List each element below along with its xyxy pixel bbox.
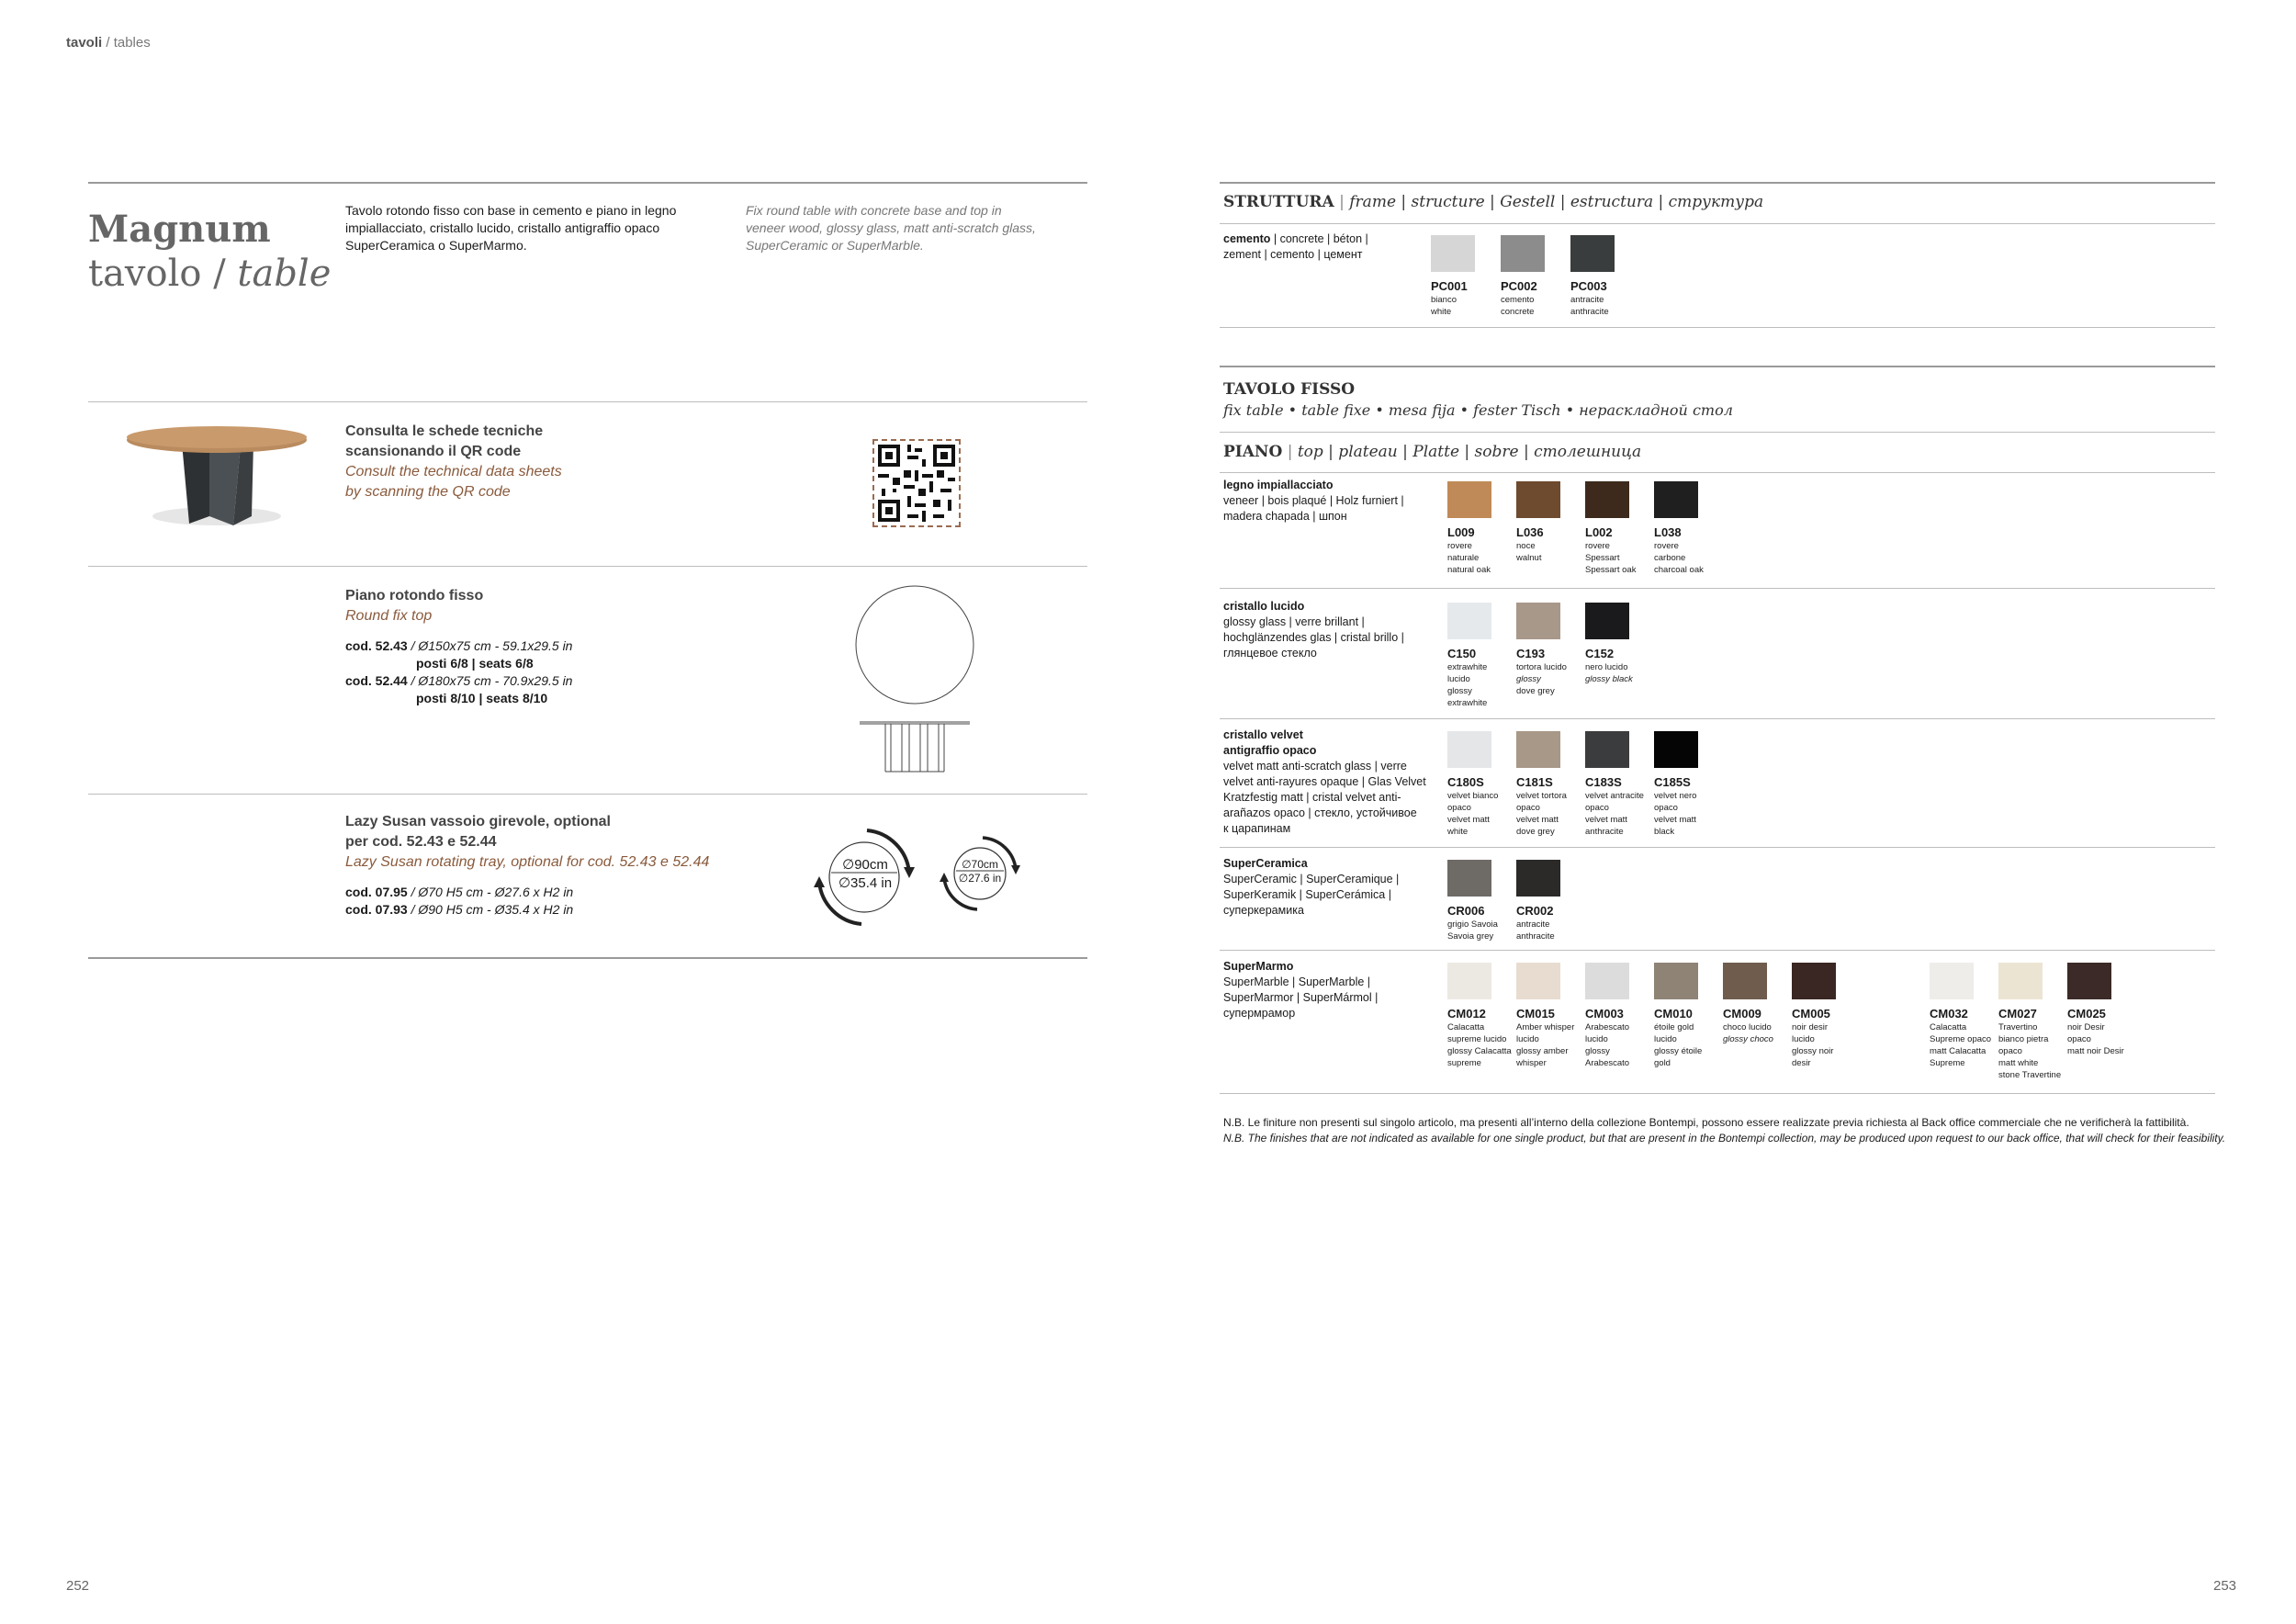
notes xyxy=(1223,1115,2225,1146)
finish-name-line: velvet bianco xyxy=(1447,791,1499,801)
qr-text-en-2: by scanning the QR code xyxy=(345,484,511,500)
finish-category-label: antigraffio opaco xyxy=(1223,744,1317,757)
struttura-translations: frame | structure | Gestell | estructura | структура xyxy=(1349,193,1764,211)
finish-name-line: charcoal oak xyxy=(1654,565,1704,575)
finish-name-line: Savoia grey xyxy=(1447,931,1494,942)
divider xyxy=(1220,327,2215,328)
finish-name-line: lucido xyxy=(1447,674,1470,684)
finish-swatch[interactable] xyxy=(1792,963,1836,999)
finish-name-line: lucido xyxy=(1585,1034,1608,1044)
finish-swatch[interactable] xyxy=(1447,481,1491,518)
finish-name xyxy=(1654,540,1722,576)
finish-name-line: rovere xyxy=(1654,541,1679,551)
finish-name-line: natural oak xyxy=(1447,565,1491,575)
product-type-it: tavolo / xyxy=(88,253,238,295)
finish-name xyxy=(1447,540,1515,576)
finish-name-line: velvet nero xyxy=(1654,791,1697,801)
finish-swatch[interactable] xyxy=(1447,731,1491,768)
struttura-heading: STRUTTURA | frame | structure | Gestell | estructura | структура xyxy=(1223,193,1764,211)
finish-name-line: lucido xyxy=(1516,1034,1539,1044)
description-it: Tavolo rotondo fisso con base in cemento e piano in legno impiallacciato, cristallo lucido, cristallo antigraffio opaco SuperCeramica o SuperMarmo. xyxy=(345,203,677,253)
finish-name-line: glossy Calacatta xyxy=(1447,1046,1512,1056)
product-name: Magnum xyxy=(88,208,271,251)
finish-name xyxy=(1516,919,1584,942)
finish-code: CM010 xyxy=(1654,1007,1693,1021)
piano-title-it: Piano rotondo fisso xyxy=(345,588,484,603)
piano-translations: top | plateau | Platte | sobre | столешница xyxy=(1297,443,1642,461)
finish-code: CM027 xyxy=(1998,1007,2037,1021)
breadcrumb-section: tavoli xyxy=(66,35,103,51)
finish-name-line: white xyxy=(1431,307,1452,317)
lazy-small-in: ∅27.6 in xyxy=(958,872,1002,885)
finish-swatch[interactable] xyxy=(1585,603,1629,639)
piano-title: PIANO xyxy=(1223,443,1283,461)
finish-name-line: antracite xyxy=(1570,295,1604,305)
description-en: Fix round table with concrete base and top in veneer wood, glossy glass, matt anti-scratch glass, SuperCeramic or SuperMarble. xyxy=(746,203,1036,253)
finish-swatch[interactable] xyxy=(1501,235,1545,272)
finish-code: CR006 xyxy=(1447,904,1485,918)
piano-dims-2: / Ø180x75 cm - 70.9x29.5 in xyxy=(407,673,573,688)
tavolo-fisso-translations: fix table • table fixe • mesa fija • fester Tisch • нераскладной стол xyxy=(1223,401,1733,419)
finish-name-line: carbone xyxy=(1654,553,1686,563)
finish-swatch[interactable] xyxy=(1654,963,1698,999)
breadcrumb-sub: tables xyxy=(113,35,151,51)
finish-name xyxy=(1585,661,1653,685)
finish-name-line: Travertino xyxy=(1998,1022,2038,1032)
finish-swatch[interactable] xyxy=(1654,731,1698,768)
finish-name-line: nero lucido xyxy=(1585,662,1628,672)
finish-name xyxy=(1654,1021,1722,1069)
finish-name-line: stone Travertine xyxy=(1998,1070,2062,1080)
cemento-label: cemento xyxy=(1223,232,1271,245)
finish-name xyxy=(1447,661,1515,709)
finish-name xyxy=(1654,790,1722,838)
finish-name-line: black xyxy=(1654,827,1675,837)
finish-category-line: glossy glass | verre brillant | xyxy=(1223,615,1365,628)
finish-swatch[interactable] xyxy=(1585,963,1629,999)
divider xyxy=(1220,588,2215,589)
finish-swatch[interactable] xyxy=(1723,963,1767,999)
finish-name-line: bianco pietra xyxy=(1998,1034,2049,1044)
finish-swatch[interactable] xyxy=(1516,481,1560,518)
piano-heading: PIANO | top | plateau | Platte | sobre | столешница xyxy=(1223,443,1642,461)
divider xyxy=(1220,182,2215,184)
finish-name-line: choco lucido xyxy=(1723,1022,1772,1032)
finish-name-line: Supreme opaco xyxy=(1930,1034,1992,1044)
lazy-title-it-2: per cod. 52.43 e 52.44 xyxy=(345,834,497,850)
finish-code: CM005 xyxy=(1792,1007,1830,1021)
finish-name-line: dove grey xyxy=(1516,686,1555,696)
lazy-dims-2: / Ø90 H5 cm - Ø35.4 x H2 in xyxy=(407,902,574,917)
finish-name-line: étoile gold xyxy=(1654,1022,1694,1032)
finish-name-line: Calacatta xyxy=(1447,1022,1485,1032)
finish-category-line: глянцевое стекло xyxy=(1223,647,1317,660)
finish-name-line: noir desir xyxy=(1792,1022,1829,1032)
lazy-title-it-1: Lazy Susan vassoio girevole, optional xyxy=(345,814,611,829)
finish-name-line: velvet matt xyxy=(1516,815,1559,825)
table-product-image xyxy=(125,424,309,535)
finish-name-line: opaco xyxy=(1654,803,1678,813)
finish-name-line: velvet tortora xyxy=(1516,791,1567,801)
finish-name-line: opaco xyxy=(1585,803,1609,813)
finish-name-line: cemento xyxy=(1501,295,1535,305)
finish-name-line: glossy xyxy=(1447,686,1472,696)
finish-category xyxy=(1223,478,1435,524)
finish-code: C193 xyxy=(1516,647,1546,660)
note-en: N.B. The finishes that are not indicated as available for one single product, but that are present in the Bontempi collection, may be produced upon request to our back office, that will check for their feasibility. xyxy=(1223,1132,2226,1145)
finish-name-line: lucido xyxy=(1792,1034,1815,1044)
finish-name-line: velvet matt xyxy=(1447,815,1490,825)
finish-name-line: anthracite xyxy=(1516,931,1555,942)
finish-category-line: SuperKeramik | SuperCerámica | xyxy=(1223,888,1391,901)
piano-dims-1: / Ø150x75 cm - 59.1x29.5 in xyxy=(407,638,573,653)
divider xyxy=(1220,472,2215,473)
finish-code: L002 xyxy=(1585,525,1613,539)
finish-category xyxy=(1223,727,1435,837)
qr-block-text xyxy=(345,422,562,502)
finish-name xyxy=(1792,1021,1860,1069)
finish-category-line: madera chapada | шпон xyxy=(1223,510,1347,523)
finish-name-line: supreme xyxy=(1447,1058,1481,1068)
page-number-right: 253 xyxy=(2213,1578,2237,1594)
finish-name-line: bianco xyxy=(1431,295,1457,305)
finish-code: L038 xyxy=(1654,525,1682,539)
finish-name xyxy=(1585,1021,1653,1069)
divider xyxy=(1220,223,2215,224)
finish-swatch[interactable] xyxy=(1570,235,1615,272)
finish-name xyxy=(1447,919,1515,942)
qr-text-it-2: scansionando il QR code xyxy=(345,444,522,459)
finish-category-label: cristallo velvet xyxy=(1223,728,1303,741)
piano-code-1: cod. 52.43 xyxy=(345,638,408,653)
finish-name-line: white xyxy=(1447,827,1469,837)
finish-name-line: glossy xyxy=(1585,1046,1610,1056)
tavolo-fisso-title: TAVOLO FISSO xyxy=(1223,380,1356,399)
finish-code: L009 xyxy=(1447,525,1475,539)
qr-code-icon[interactable] xyxy=(872,439,961,527)
finish-name xyxy=(1516,661,1584,697)
finish-swatch[interactable] xyxy=(1431,235,1475,272)
breadcrumb-separator: / xyxy=(102,35,114,51)
finish-name-line: velvet antracite xyxy=(1585,791,1644,801)
finish-code: C152 xyxy=(1585,647,1615,660)
finish-code: CM012 xyxy=(1447,1007,1486,1021)
struttura-title: STRUTTURA xyxy=(1223,193,1334,211)
note-it: N.B. Le finiture non presenti sul singolo articolo, ma presenti all’interno della collezione Bontempi, possono essere realizzate previa richiesta al Back office commerciale che ne verificherà la fattibilità. xyxy=(1223,1116,2189,1129)
finish-name-line: naturale xyxy=(1447,553,1480,563)
divider xyxy=(88,182,1087,184)
finish-category-line: SuperMarble | SuperMarble | xyxy=(1223,976,1371,988)
finish-name-line: matt white xyxy=(1998,1058,2039,1068)
finish-name xyxy=(1501,294,1569,318)
finish-category-label: SuperMarmo xyxy=(1223,960,1294,973)
finish-category-line: arañazos opaco | стекло, устойчивое xyxy=(1223,806,1417,819)
finish-name-line: grigio Savoia xyxy=(1447,919,1498,930)
finish-code: PC003 xyxy=(1570,279,1607,293)
finish-code: CM032 xyxy=(1930,1007,1968,1021)
finish-name xyxy=(1585,790,1653,838)
finish-code: C180S xyxy=(1447,775,1484,789)
finish-name-line: glossy noir xyxy=(1792,1046,1834,1056)
divider xyxy=(1220,847,2215,848)
lazy-small-cm: ∅70cm xyxy=(962,858,998,871)
finish-name-line: opaco xyxy=(1998,1046,2022,1056)
finish-name xyxy=(1930,1021,1998,1069)
piano-code-2: cod. 52.44 xyxy=(345,673,408,688)
qr-text-en-1: Consult the technical data sheets xyxy=(345,464,562,479)
finish-name-line: glossy xyxy=(1516,674,1541,684)
divider xyxy=(1220,1093,2215,1094)
finish-category xyxy=(1223,856,1435,919)
divider xyxy=(88,566,1087,567)
finish-category-line: супермрамор xyxy=(1223,1007,1296,1020)
finish-name-line: opaco xyxy=(1447,803,1471,813)
divider xyxy=(1220,950,2215,951)
finish-code: CM003 xyxy=(1585,1007,1624,1021)
finish-name-line: Calacatta xyxy=(1930,1022,1967,1032)
finish-swatch[interactable] xyxy=(1585,731,1629,768)
finish-name xyxy=(1998,1021,2066,1081)
divider xyxy=(88,957,1087,959)
page-number-left: 252 xyxy=(66,1578,90,1594)
finish-swatch[interactable] xyxy=(1930,963,1974,999)
finish-name xyxy=(1723,1021,1791,1045)
finish-name-line: anthracite xyxy=(1585,827,1624,837)
finish-name xyxy=(1516,790,1584,838)
divider xyxy=(1220,366,2215,367)
finish-name-line: opaco xyxy=(1516,803,1540,813)
finish-name-line: gold xyxy=(1654,1058,1671,1068)
finish-swatch[interactable] xyxy=(1447,860,1491,897)
finish-name-line: Arabescato xyxy=(1585,1058,1630,1068)
lazy-big-cm: ∅90cm xyxy=(842,857,888,873)
finish-code: C150 xyxy=(1447,647,1477,660)
finish-swatch[interactable] xyxy=(1516,963,1560,999)
finish-name-line: matt noir Desir xyxy=(2067,1046,2124,1056)
finish-name-line: tortora lucido xyxy=(1516,662,1567,672)
finish-name-line: lucido xyxy=(1654,1034,1677,1044)
finish-name-line: Supreme xyxy=(1930,1058,1965,1068)
piano-seats-2: posti 8/10 | seats 8/10 xyxy=(416,691,548,705)
finish-swatch[interactable] xyxy=(1516,603,1560,639)
divider xyxy=(1220,718,2215,719)
finish-name-line: matt Calacatta xyxy=(1930,1046,1986,1056)
lazy-dims-1: / Ø70 H5 cm - Ø27.6 x H2 in xyxy=(407,885,574,899)
finish-name-line: noce xyxy=(1516,541,1536,551)
finish-category-line: hochglänzendes glas | cristal brillo | xyxy=(1223,631,1404,644)
finish-swatch[interactable] xyxy=(1585,481,1629,518)
breadcrumb xyxy=(66,35,151,51)
finish-category-line: SuperCeramic | SuperCeramique | xyxy=(1223,873,1400,885)
finish-category-line: velvet matt anti-scratch glass | verre xyxy=(1223,760,1407,773)
divider xyxy=(1220,432,2215,433)
finish-name-line: velvet matt xyxy=(1585,815,1627,825)
finish-category-line: суперкерамика xyxy=(1223,904,1304,917)
piano-title-en: Round fix top xyxy=(345,608,433,624)
finish-code: CR002 xyxy=(1516,904,1554,918)
finish-name xyxy=(1447,1021,1515,1069)
finish-category-line: Kratzfestig matt | cristal velvet anti- xyxy=(1223,791,1401,804)
finish-code: C183S xyxy=(1585,775,1622,789)
finish-name-line: extrawhite xyxy=(1447,662,1488,672)
finish-swatch[interactable] xyxy=(1447,963,1491,999)
finish-category-line: velvet anti-rayures opaque | Glas Velvet xyxy=(1223,775,1426,788)
finish-name-line: desir xyxy=(1792,1058,1811,1068)
finish-name-line: dove grey xyxy=(1516,827,1555,837)
tavolo-fisso-heading xyxy=(1223,378,1733,421)
finish-category-line: к царапинам xyxy=(1223,822,1291,835)
finish-name-line: rovere xyxy=(1447,541,1472,551)
lazy-code-2: cod. 07.93 xyxy=(345,902,408,917)
finish-name-line: glossy black xyxy=(1585,674,1633,684)
finish-code: C181S xyxy=(1516,775,1553,789)
finish-name-line: Arabescato xyxy=(1585,1022,1630,1032)
finish-category-line: veneer | bois plaqué | Holz furniert | xyxy=(1223,494,1404,507)
cemento-line2: zement | cemento | цемент xyxy=(1223,248,1363,261)
finish-name xyxy=(1585,540,1653,576)
lazy-susan-90-icon xyxy=(812,825,917,930)
finish-name-line: velvet matt xyxy=(1654,815,1696,825)
finish-swatch[interactable] xyxy=(1654,481,1698,518)
finish-swatch[interactable] xyxy=(1516,860,1560,897)
finish-code: PC002 xyxy=(1501,279,1537,293)
finish-name-line: noir Desir xyxy=(2067,1022,2105,1032)
finish-name-line: glossy choco xyxy=(1723,1034,1773,1044)
divider xyxy=(88,401,1087,402)
product-title xyxy=(88,208,331,296)
finish-name-line: Amber whisper xyxy=(1516,1022,1575,1032)
finish-name-line: supreme lucido xyxy=(1447,1034,1507,1044)
piano-seats-1: posti 6/8 | seats 6/8 xyxy=(416,656,534,671)
lazy-title-en: Lazy Susan rotating tray, optional for cod. 52.43 e 52.44 xyxy=(345,854,710,870)
finish-code: PC001 xyxy=(1431,279,1468,293)
finish-name xyxy=(1447,790,1515,838)
finish-category-label: cristallo lucido xyxy=(1223,600,1305,613)
qr-text-it-1: Consulta le schede tecniche xyxy=(345,423,544,439)
finish-code: CM015 xyxy=(1516,1007,1555,1021)
finish-name xyxy=(1570,294,1638,318)
finish-name-line: glossy étoile xyxy=(1654,1046,1703,1056)
finish-swatch[interactable] xyxy=(1447,603,1491,639)
finish-name-line: concrete xyxy=(1501,307,1535,317)
lazy-susan-block xyxy=(345,812,709,919)
finish-name-line: Spessart xyxy=(1585,553,1620,563)
round-top-drawing xyxy=(854,584,975,777)
finish-code: L036 xyxy=(1516,525,1544,539)
finish-name xyxy=(1516,1021,1584,1069)
finish-name xyxy=(1431,294,1499,318)
divider xyxy=(88,794,1087,795)
lazy-big-in: ∅35.4 in xyxy=(838,875,893,891)
piano-block xyxy=(345,586,572,707)
finish-category-label: SuperCeramica xyxy=(1223,857,1308,870)
finish-name-line: glossy amber xyxy=(1516,1046,1569,1056)
finish-name-line: anthracite xyxy=(1570,307,1609,317)
finish-name xyxy=(2067,1021,2135,1057)
finish-category xyxy=(1223,599,1435,661)
finish-swatch[interactable] xyxy=(1516,731,1560,768)
finish-name-line: opaco xyxy=(2067,1034,2091,1044)
cemento-category xyxy=(1223,231,1368,263)
lazy-code-1: cod. 07.95 xyxy=(345,885,408,899)
finish-category-line: SuperMarmor | SuperMármol | xyxy=(1223,991,1379,1004)
product-type-en: table xyxy=(237,253,332,295)
finish-name-line: whisper xyxy=(1516,1058,1547,1068)
finish-code: CM009 xyxy=(1723,1007,1761,1021)
finish-name-line: Spessart oak xyxy=(1585,565,1637,575)
finish-swatch[interactable] xyxy=(2067,963,2111,999)
finish-name xyxy=(1516,540,1584,564)
finish-name-line: rovere xyxy=(1585,541,1610,551)
cemento-rest: | concrete | béton | xyxy=(1270,232,1368,245)
finish-category-label: legno impiallacciato xyxy=(1223,479,1334,491)
finish-swatch[interactable] xyxy=(1998,963,2043,999)
lazy-susan-70-icon xyxy=(939,832,1021,915)
finish-name-line: walnut xyxy=(1516,553,1542,563)
finish-name-line: extrawhite xyxy=(1447,698,1488,708)
finish-code: C185S xyxy=(1654,775,1691,789)
finish-name-line: antracite xyxy=(1516,919,1550,930)
finish-code: CM025 xyxy=(2067,1007,2106,1021)
finish-category xyxy=(1223,959,1435,1021)
